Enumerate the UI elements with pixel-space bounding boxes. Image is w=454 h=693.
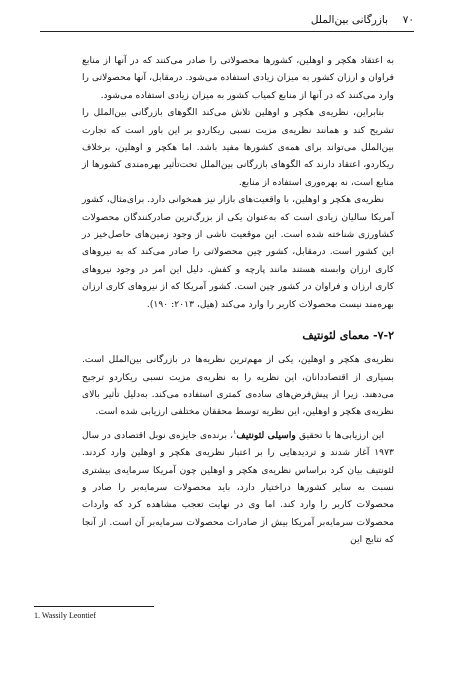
footnote-marker: ۱ — [233, 428, 237, 436]
section-heading: ۷-۲- معمای لئونتیف — [302, 329, 394, 343]
body-text — [82, 52, 394, 549]
page-header — [40, 14, 414, 32]
paragraph-3: نظریه‌ی هکچر و اوهلین، با واقعیت‌های بازار نیز همخوانی دارد. برای‌مثال، کشور آمریکا سالیان زیادی است که به‌عنوان یکی از بزرگ‌ترین صادرکنندگان محصولات کشاورزی شناخته شده است. این موقعیت ناشی از وجود زمین‌های حاصل‌خیز در این کشور است. درمقابل، کشور چین محصولاتی را صادر می‌کند که به نیروهای کاری ارزان وابسته هستند مانند پارچه و کفش. دلیل این امر در وجود نیروهای کاری ارزان و فراوان در کشور چین است. کشور آمریکا که از نیروهای کاری ارزان بهره‌مند نیست محصولات کاربر را وارد می‌کند (هیل، ۲۰۱۳: ۱۹۰). — [82, 194, 394, 310]
footnote: 1. Wassily Leontief — [34, 611, 97, 620]
header-rule — [40, 31, 414, 32]
paragraph-text-continued: ، برنده‌ی جایزه‌ی نوبل اقتصادی در سال ۱۹۷۳ آغاز شدند و تردیدهایی را بر اعتبار نظریه‌ی هکچر و اوهلین وارد کردند. لئونتیف بیان کرد براساس نظریه‌ی هکچر و اوهلین چون آمریکا سرمایه‌ی بیشتری نسبت به سایر کشورها دراختیار دارد، باید محصولات سرمایه‌بر را صادر و محصولات کاربر را وارد کند. اما وی در نهایت تعجب مشاهده کرد که واردات محصولات سرمایه‌بر آمریکا بیش از صادرات محصولات سرمایه‌بر آن است. از آنجا که نتایج این — [82, 429, 394, 546]
footnote-rule — [34, 606, 154, 607]
paragraph-text: این ارزیابی‌ها با تحقیق — [295, 429, 384, 441]
section-paragraph-2 — [82, 424, 394, 549]
section-paragraph-1: نظریه‌ی هکچر و اوهلین، یکی از مهم‌ترین نظریه‌ها در بازرگانی بین‌الملل است. بسیاری از اقتصاددانان، این نظریه را به نظریه‌ی مزیت نسبی ریکاردو ترجیح می‌دهند. زیرا از پیش‌فرض‌های ساده‌ی کمتری استفاده می‌کند. به‌دلیل تأثیر بالای نظریه‌ی هکچر و اوهلین، این نظریه توسط محققان مختلفی ارزیابی شده است. — [82, 354, 394, 418]
leontief-name: واسیلی لئونتیف — [236, 429, 296, 441]
running-title: بازرگانی بین‌الملل — [310, 14, 388, 26]
paragraph-1: به اعتقاد هکچر و اوهلین، کشورها محصولاتی را صادر می‌کنند که در آنها از منابع فراوان و ارزان کشور به میزان زیادی استفاده می‌شود. درمقابل، آنها محصولاتی را وارد می‌کنند که در آنها از منابع کمیاب کشور به میزان زیادی استفاده می‌شود. — [82, 55, 394, 101]
page-number: ۷۰ — [402, 14, 414, 26]
paragraph-2: بنابراین، نظریه‌ی هکچر و اوهلین تلاش می‌کند الگوهای بازرگانی بین‌الملل را تشریح کند و همانند نظریه‌ی مزیت نسبی ریکاردو بر این باور است که تجارت بین‌الملل می‌تواند برای همه‌ی کشورها مفید باشد. اما هکچر و اوهلین، برخلاف ریکاردو، اعتقاد دارند که الگوهای بازرگانی بین‌الملل تحت‌تأثیر بهره‌مندی کشورها از منابع است، نه بهره‌وری استفاده از منابع. — [82, 107, 394, 188]
